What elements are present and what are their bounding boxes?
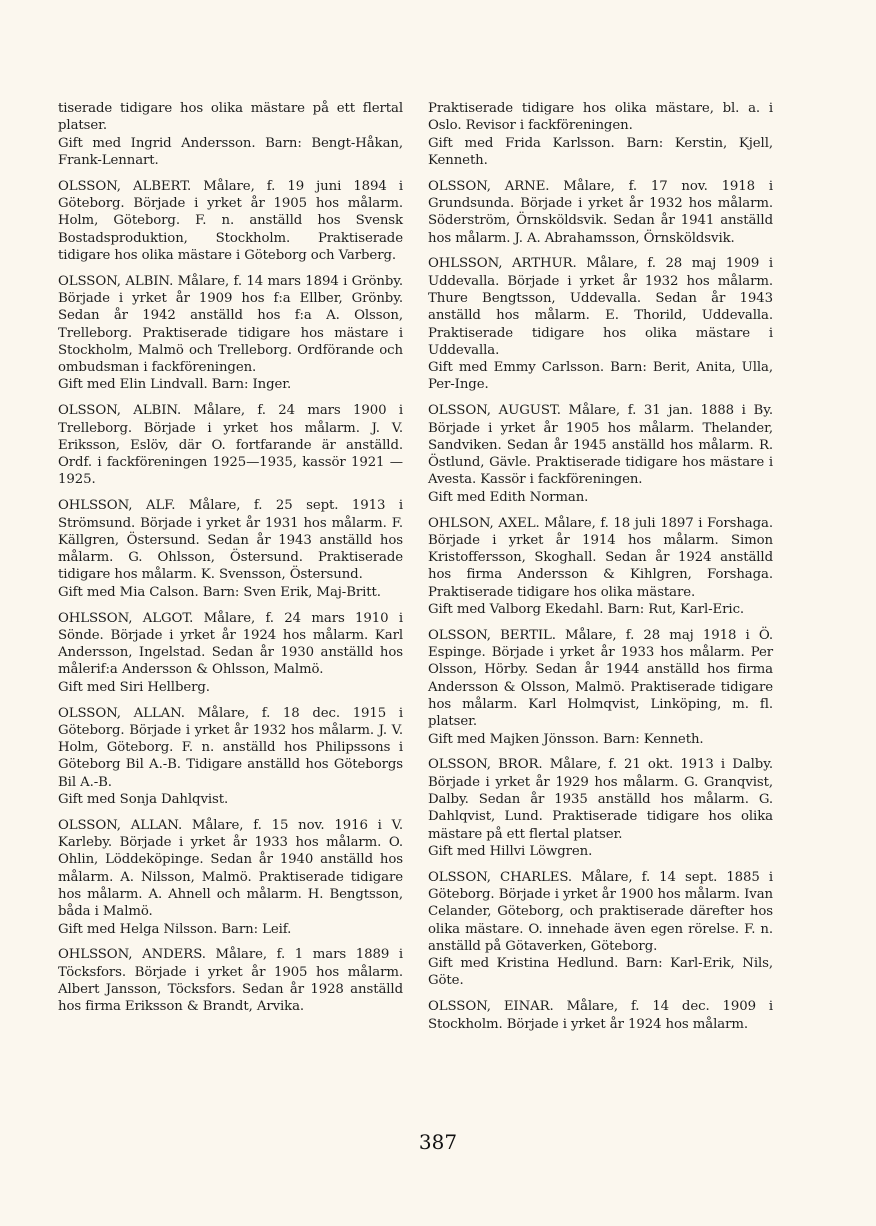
entry [428,998,773,1033]
entry [428,402,773,506]
entry-text: OLSSON, ALBIN. Målare, f. 24 mars 1900 i Trelleborg. Började i yrket hos målarm. J. V. Eriksson, Eslöv, där O. fortfarande är anställd. Ordf. i fackföreningen 1925—1935, kassör 1921 — 1925. [58,403,403,488]
entry-text: OLSSON, CHARLES. Målare, f. 14 sept. 1885 i Göteborg. Började i yrket år 1900 hos målarm. Ivan Celander, Göteborg, och praktiserade därefter hos olika mästare. O. innehade även egen rörelse. F. n. anställd på Götaverken, Göteborg. [428,869,773,954]
entry-family: Gift med Helga Nilsson. Barn: Leif. [58,921,292,937]
entry-family: Gift med Siri Hellberg. [58,679,210,695]
entry [58,402,403,488]
entry-text: OHLSSON, ARTHUR. Målare, f. 28 maj 1909 i Uddevalla. Började i yrket år 1932 hos målarm. Thure Bengtsson, Uddevalla. Sedan år 1943 anställd hos målarm. E. Thorild, Uddevalla. Praktiserade tidigare hos olika mästare i Uddevalla. [428,256,773,358]
entry [58,178,403,264]
entry-text: OLSSON, ARNE. Målare, f. 17 nov. 1918 i Grundsunda. Började i yrket år 1932 hos målarm. Söderström, Örnsköldsvik. Sedan år 1941 anställd hos målarm. J. A. Abrahamsson, Örnsköldsvik. [428,178,773,246]
right-column [428,100,773,1041]
entry-text: OLSSON, AUGUST. Målare, f. 31 jan. 1888 i By. Började i yrket år 1905 hos målarm. Thelander, Sandviken. Sedan år 1945 anställd hos målarm. R. Östlund, Gävle. Praktiserade tidigare hos mästare i Avesta. Kassör i fackföreningen. [428,403,773,488]
entry-text: OLSSON, BERTIL. Målare, f. 28 maj 1918 i Ö. Espinge. Började i yrket år 1933 hos målarm. Per Olsson, Hörby. Sedan år 1944 anställd hos firma Andersson & Olsson, Malmö. Praktiserade tidigare hos målarm. Karl Holmqvist, Linköping, m. fl. platser. [428,627,773,730]
entry [58,946,403,1015]
entry-family: Gift med Ingrid Andersson. Barn: Bengt-Håkan, Frank-Lennart. [58,135,403,168]
entry-family: Gift med Majken Jönsson. Barn: Kenneth. [428,731,704,747]
entry [428,756,773,860]
entry-family: Gift med Sonja Dahlqvist. [58,791,229,807]
entry-family: Gift med Emmy Carlsson. Barn: Berit, Anita, Ulla, Per-Inge. [428,360,773,393]
entry [428,178,773,247]
entry [58,705,403,809]
entry [58,817,403,938]
entry-text: OLSSON, ALBIN. Målare, f. 14 mars 1894 i Grönby. Började i yrket år 1909 hos f:a Ellber, Grönby. Sedan år 1942 anställd hos f:a A. Olsson, Trelleborg. Praktiserade tidigare hos mästare i Stockholm, Malmö och Trelleborg. Ordförande och ombudsman i fackföreningen. [58,273,403,376]
entry-text: Praktiserade tidigare hos olika mästare, bl. a. i Oslo. Revisor i fackföreningen. [428,101,773,134]
entry-family: Gift med Mia Calson. Barn: Sven Erik, Maj-Britt. [58,584,381,600]
entry-family: Gift med Edith Norman. [428,489,589,505]
entry-family: Gift med Valborg Ekedahl. Barn: Rut, Karl-Eric. [428,602,745,618]
entry-family: Gift med Frida Karlsson. Barn: Kerstin, Kjell, Kenneth. [428,135,773,168]
entry [58,497,403,601]
entry-text: tiserade tidigare hos olika mästare på ett flertal platser. [58,101,403,134]
entry-text: OHLSSON, ALGOT. Målare, f. 24 mars 1910 i Sönde. Började i yrket år 1924 hos målarm. Karl Andersson, Ingelstad. Sedan år 1930 anställd hos målerif:a Andersson & Ohlsson, Malmö. [58,610,403,678]
entry-text: OHLSSON, ALF. Målare, f. 25 sept. 1913 i Strömsund. Började i yrket år 1931 hos målarm. F. Källgren, Östersund. Sedan år 1943 anställd hos målarm. G. Ohlsson, Östersund. Praktiserade tidigare hos målarm. K. Svensson, Östersund. [58,498,403,583]
entry [58,100,403,169]
entry [428,255,773,393]
entry-text: OLSSON, ALLAN. Målare, f. 15 nov. 1916 i V. Karleby. Började i yrket år 1933 hos målarm. O. Ohlin, Löddeköpinge. Sedan år 1940 anställd hos målarm. A. Nilsson, Malmö. Praktiserade tidigare hos målarm. A. Ahnell och målarm. H. Bengtsson, båda i Malmö. [58,817,403,920]
entry-text: OLSSON, BROR. Målare, f. 21 okt. 1913 i Dalby. Började i yrket år 1929 hos målarm. G. Granqvist, Dalby. Sedan år 1935 anställd hos målarm. G. Dahlqvist, Lund. Praktiserade tidigare hos olika mästare på ett flertal platser. [428,757,773,842]
entry [428,515,773,619]
entry [58,610,403,696]
entry [428,869,773,990]
entry-text: OLSSON, ALBERT. Målare, f. 19 juni 1894 i Göteborg. Började i yrket år 1905 hos målarm. Holm, Göteborg. F. n. anställd hos Svensk Bostadsproduktion, Stockholm. Praktiserade tidigare hos olika mästare i Göteborg och Varberg. [58,178,403,263]
left-column [58,100,403,1024]
entry [428,627,773,748]
entry-family: Gift med Kristina Hedlund. Barn: Karl-Erik, Nils, Göte. [428,956,773,989]
page-number: 387 [418,1130,458,1154]
entry [428,100,773,169]
entry-family: Gift med Hillvi Löwgren. [428,843,593,859]
entry [58,273,403,394]
entry-text: OHLSON, AXEL. Målare, f. 18 juli 1897 i Forshaga. Började i yrket år 1914 hos målarm. Simon Kristoffersson, Skoghall. Sedan år 1924 anställd hos firma Andersson & Kihlgren, Forshaga. Praktiserade tidigare hos olika mästare. [428,515,773,600]
entry-text: OLSSON, ALLAN. Målare, f. 18 dec. 1915 i Göteborg. Började i yrket år 1932 hos målarm. J. V. Holm, Göteborg. F. n. anställd hos Philipssons i Göteborg Bil A.-B. Tidigare anställd hos Göteborgs Bil A.-B. [58,705,403,790]
entry-family: Gift med Elin Lindvall. Barn: Inger. [58,377,292,393]
entry-text: OLSSON, EINAR. Målare, f. 14 dec. 1909 i Stockholm. Började i yrket år 1924 hos målarm. [428,999,773,1032]
entry-text: OHLSSON, ANDERS. Målare, f. 1 mars 1889 i Töcksfors. Började i yrket år 1905 hos målarm. Albert Jansson, Töcksfors. Sedan år 1928 anställd hos firma Eriksson & Brandt, Arvika. [58,947,403,1015]
